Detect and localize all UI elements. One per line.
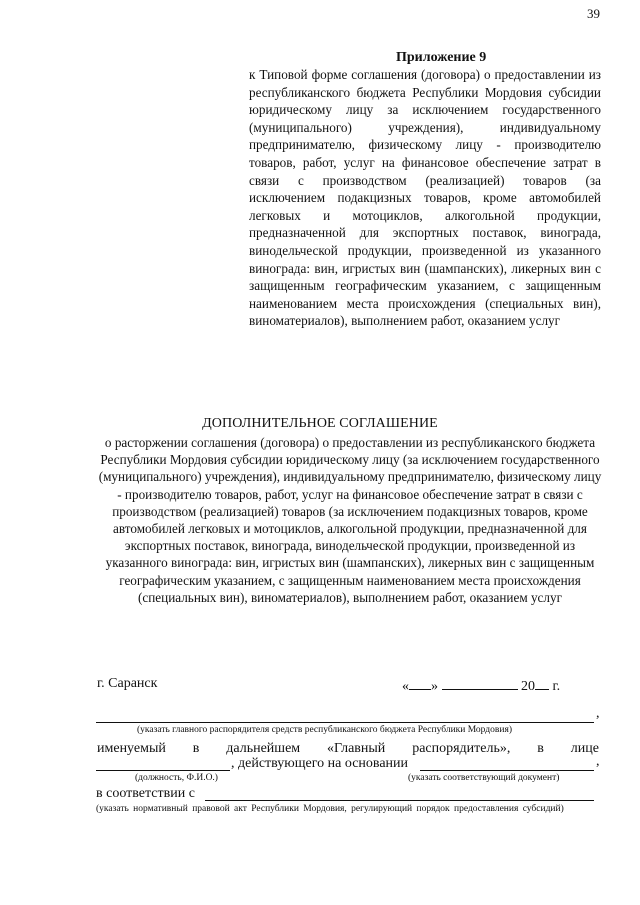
- city-label: г. Саранск: [97, 676, 158, 691]
- appendix-title: Приложение 9: [396, 50, 487, 65]
- day-blank[interactable]: [409, 676, 431, 690]
- agreement-heading: ДОПОЛНИТЕЛЬНОЕ СОГЛАШЕНИЕ: [202, 416, 438, 431]
- agreement-subtitle: о расторжении соглашения (договора) о предоставлении из республиканского бюджета Республики Мордовия субсидии юридическому лицу (за исключением государственного (муниципального) учреждения), индивидуальному предпринимателю, физическому лицу - производителю товаров, работ, услуг на финансовое обеспечение затрат в связи с производством (реализацией) товаров (за исключением подакцизных товаров, кроме автомобилей легковых и мотоциклов, алкогольной продукции, предназначенной для экспортных поставок, винограда, винодельческой продукции, произведенной из указанного винограда: вин, игристых вин (шампанских), ликерных вин с защищенным географическим указанием, с защищенным наименованием места происхождения (специальных вин), виноматериалов), выполнением работ, оказанием услуг: [98, 435, 602, 605]
- legal-act-hint: (указать нормативный правовой акт Республики Мордовия, регулирующий порядок предоставления субсидий): [96, 804, 564, 814]
- year-blank[interactable]: [535, 676, 549, 690]
- appendix-text: к Типовой форме соглашения (договора) о предоставлении из республиканского бюджета Республики Мордовия субсидии юридическому лицу за исключением государственного (муниципального) учреждения), индивидуальному предпринимателю, физическому лицу - производителю товаров, работ, услуг на финансовое обеспечение затрат в связи с производством (реализацией) товаров (за исключением подакцизных товаров, кроме автомобилей легковых и мотоциклов, алкогольной продукции, предназначенной для экспортных поставок, винограда, винодельческой продукции, произведенной из указанного винограда: вин, игристых вин (шампанских), ликерных вин с защищенным географическим указанием, с защищенным наименованием места происхождения (специальных вин), виноматериалов), выполнением работ, оказанием услуг: [249, 67, 601, 329]
- distributor-hint: (указать главного распорядителя средств республиканского бюджета Республики Мордовия): [137, 725, 512, 735]
- named-word: «Главный: [327, 741, 386, 756]
- named-word: в: [537, 741, 544, 756]
- page-number: 39: [587, 6, 600, 21]
- month-blank[interactable]: [442, 676, 518, 690]
- date-quote-close: »: [431, 679, 438, 694]
- date-line: [402, 676, 560, 695]
- named-word: дальнейшем: [226, 741, 301, 756]
- distributor-blank[interactable]: [96, 710, 594, 723]
- named-line: [97, 741, 599, 757]
- named-word: распорядитель»,: [412, 741, 511, 756]
- basis-comma: ,: [596, 754, 600, 769]
- distributor-comma: ,: [596, 706, 600, 721]
- legal-act-blank[interactable]: [205, 788, 594, 801]
- position-blank[interactable]: [96, 758, 230, 771]
- year-prefix: 20: [521, 679, 535, 694]
- acting-text: , действующего на основании: [231, 756, 409, 771]
- basis-blank[interactable]: [420, 758, 594, 771]
- named-word: в: [192, 741, 200, 756]
- accordance-text: в соответствии с: [96, 786, 195, 801]
- date-quote-open: «: [402, 679, 409, 694]
- document-hint: (указать соответствующий документ): [408, 773, 560, 783]
- position-hint: (должность, Ф.И.О.): [135, 773, 218, 783]
- named-word: именуемый: [97, 741, 166, 756]
- year-suffix: г.: [552, 679, 561, 694]
- named-word: лице: [570, 741, 599, 756]
